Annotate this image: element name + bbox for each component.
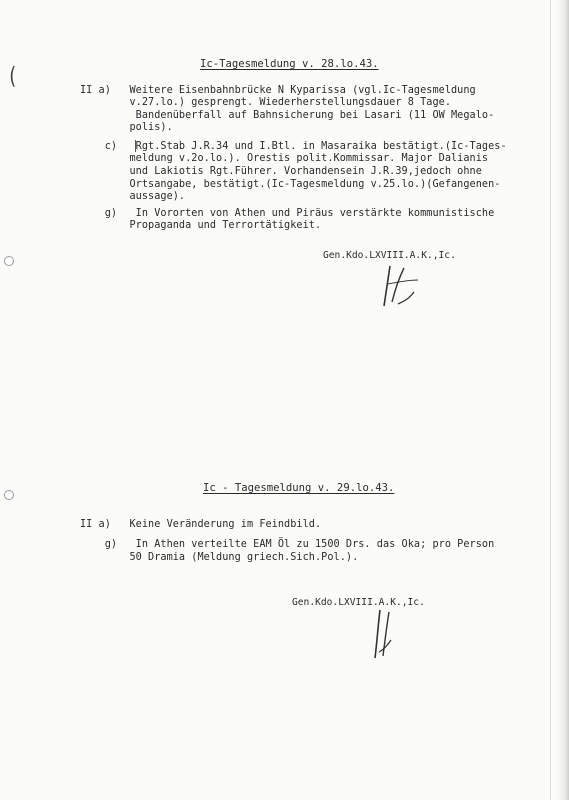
report1-line: aussage).: [80, 191, 186, 202]
report2-signature-block: Gen.Kdo.LXVIII.A.K.,Ic.: [292, 597, 425, 608]
report1-signature-block: Gen.Kdo.LXVIII.A.K.,Ic.: [323, 250, 456, 261]
report1-line: meldung v.2o.lo.). Orestis polit.Kommissar. Major Dalianis: [80, 153, 489, 164]
handwritten-signature: [365, 606, 405, 660]
report2-line: g) In Athen verteilte EAM Öl zu 1500 Drs. das Oka; pro Person: [80, 539, 495, 550]
report1-title: Ic-Tagesmeldung v. 28.lo.43.: [200, 58, 379, 70]
report1-line: polis).: [80, 122, 173, 133]
report1-line: und Lakiotis Rgt.Führer. Vorhandensein J.R.39,jedoch ohne: [80, 166, 482, 177]
handwritten-signature: [378, 262, 438, 310]
margin-bracket-mark: (: [7, 62, 18, 91]
page-edge-line: [550, 0, 551, 800]
page-edge-shadow: [557, 0, 569, 800]
report1-line: g) In Vororten von Athen und Piräus verstärkte kommunistische: [80, 208, 495, 219]
report1-line: II a) Weitere Eisenbahnbrücke N Kyparissa (vgl.Ic-Tagesmeldung: [80, 85, 476, 96]
punch-hole-top: [4, 256, 14, 266]
report1-line: Propaganda und Terrortätigkeit.: [80, 220, 322, 231]
report1-line: Bandenüberfall auf Bahnsicherung bei Lasari (11 OW Megalo-: [80, 110, 495, 121]
report2-title: Ic - Tagesmeldung v. 29.lo.43.: [203, 482, 395, 494]
report2-line: II a) Keine Veränderung im Feindbild.: [80, 519, 322, 530]
report1-line: Ortsangabe, bestätigt.(Ic-Tagesmeldung v.25.lo.)(Gefangenen-: [80, 179, 501, 190]
report2-line: 50 Dramia (Meldung griech.Sich.Pol.).: [80, 552, 359, 563]
report1-line: v.27.lo.) gesprengt. Wiederherstellungsdauer 8 Tage.: [80, 97, 452, 108]
report1-line: c) Rgt.Stab J.R.34 und I.Btl. in Masaraika bestätigt.(Ic-Tages-: [80, 141, 507, 152]
margin-bracket: [135, 140, 140, 152]
punch-hole-bottom: [4, 490, 14, 500]
